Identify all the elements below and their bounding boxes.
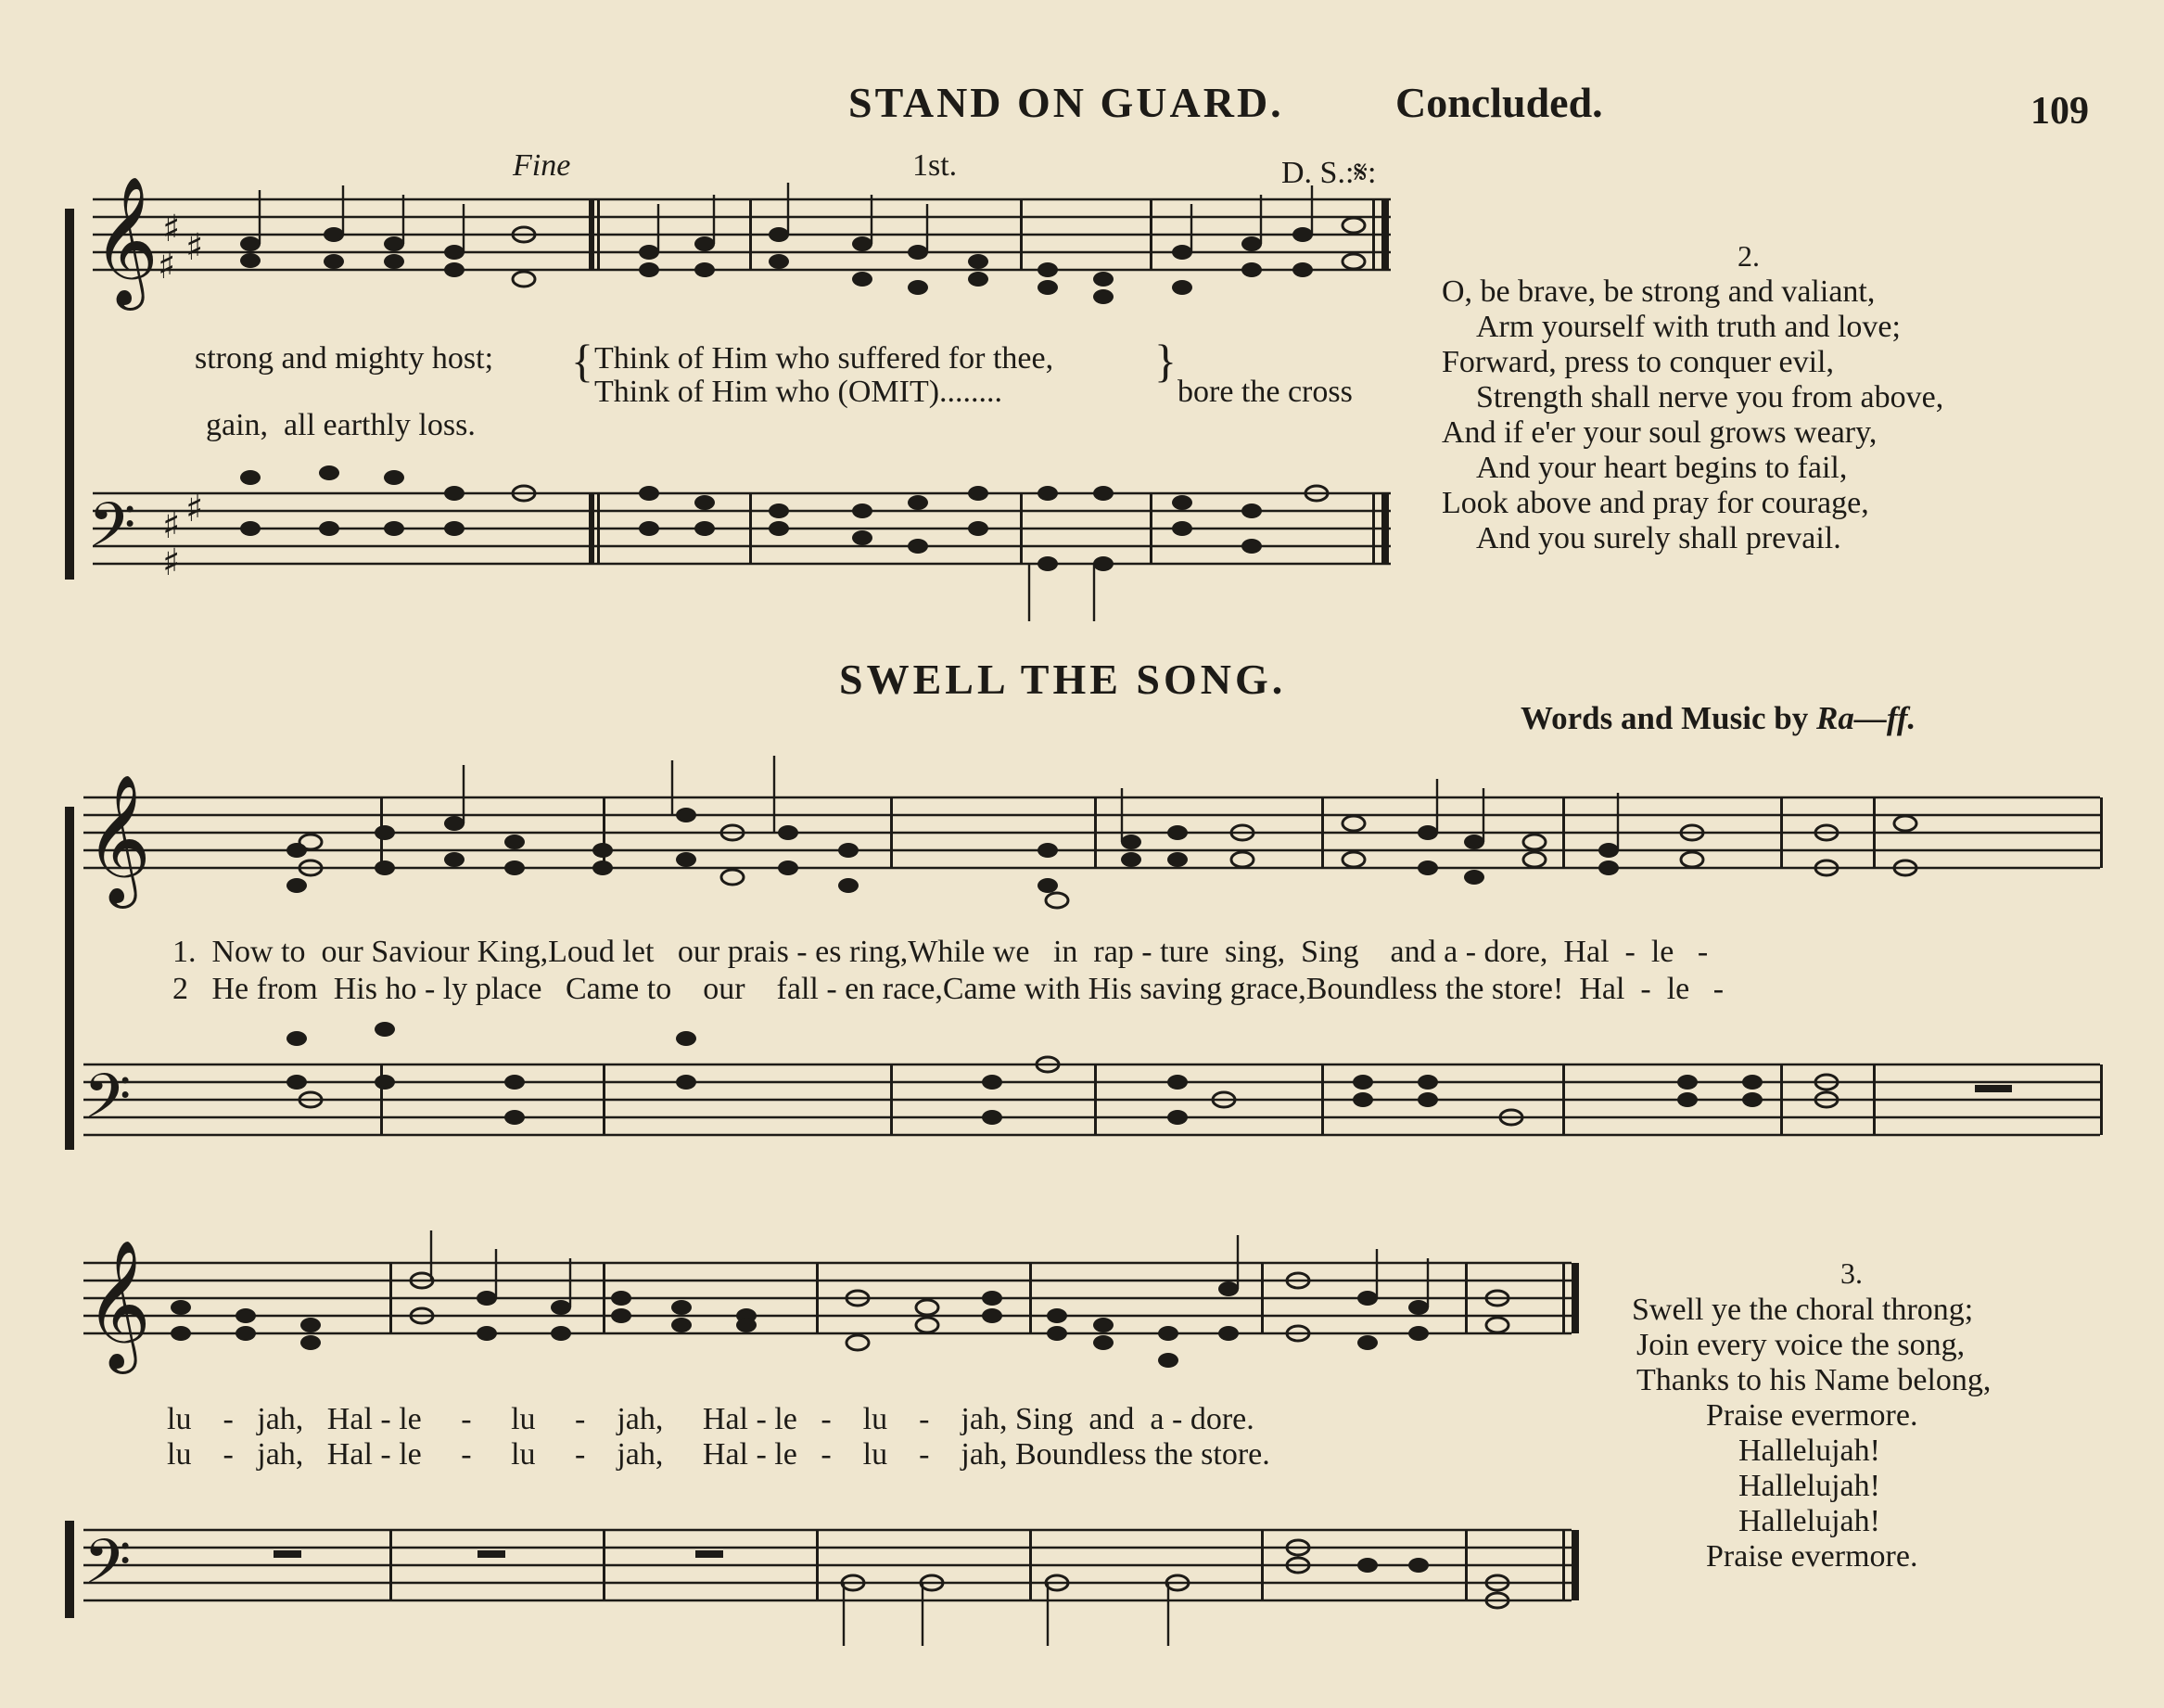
song-title: SWELL THE SONG. xyxy=(839,656,1287,703)
svg-text:♯: ♯ xyxy=(185,226,204,269)
verse2-line: And you surely shall prevail. xyxy=(1476,521,1841,555)
bass-staff-1 xyxy=(65,473,1400,621)
verse2-line: Arm yourself with truth and love; xyxy=(1476,310,1901,344)
verse2-number: 2. xyxy=(1738,239,1760,273)
verse2-line: O, be brave, be strong and valiant, xyxy=(1442,274,1876,309)
first-ending-mark: 1st. xyxy=(912,148,958,183)
verse2-line: And your heart begins to fail, xyxy=(1476,451,1848,485)
treble-staff-2 xyxy=(65,774,2105,918)
concluded-label: Concluded. xyxy=(1395,79,1603,126)
swell-lyric-row1-verse2: 2 He from His ho - ly place Came to our fall - en race,Came with His saving grace,Boundless the store! Hal - le - xyxy=(172,972,1725,1006)
lyric-earthly-loss: gain, all earthly loss. xyxy=(206,408,476,442)
brace-left: { xyxy=(571,335,593,387)
svg-text:♯: ♯ xyxy=(158,245,176,287)
credit-author: Ra—ff. xyxy=(1815,700,1916,736)
svg-text:𝄞: 𝄞 xyxy=(85,1240,151,1369)
svg-text:♯: ♯ xyxy=(162,542,181,584)
bass-staff-2 xyxy=(65,1029,2105,1178)
svg-text:𝄞: 𝄞 xyxy=(85,774,151,903)
page-number: 109 xyxy=(2030,90,2089,133)
verse2-line: And if e'er your soul grows weary, xyxy=(1442,415,1878,450)
svg-text:𝄢: 𝄢 xyxy=(83,1526,132,1612)
brace-right: } xyxy=(1154,335,1177,387)
svg-text:𝄢: 𝄢 xyxy=(88,490,136,576)
verse3-line: Thanks to his Name belong, xyxy=(1636,1363,1992,1397)
lyric-think-1: Think of Him who suffered for thee, xyxy=(594,341,1054,376)
verse3-line: Join every voice the song, xyxy=(1636,1328,1966,1362)
svg-text:♯: ♯ xyxy=(185,488,204,530)
treble-staff-1 xyxy=(65,176,1400,320)
bass-staff-3 xyxy=(65,1493,1595,1660)
fine-mark: Fine xyxy=(513,148,571,183)
svg-text:♯: ♯ xyxy=(162,504,181,547)
swell-lyric-row1-verse1: 1. Now to our Saviour King,Loud let our prais - es ring,While we in rap - ture sing, Sing and a - dore, Hal - le - xyxy=(172,935,1709,969)
piece-title: STAND ON GUARD. xyxy=(848,79,1284,126)
verse3-line: Hallelujah! xyxy=(1738,1504,1880,1538)
verse2-line: Strength shall nerve you from above, xyxy=(1476,380,1944,414)
verse3-line: Hallelujah! xyxy=(1738,1469,1880,1503)
swell-lyric-row2-verse1: lu - jah, Hal - le - lu - jah, Hal - le - lu - jah, Sing and a - dore. xyxy=(167,1402,1254,1436)
lyric-bore-cross: bore the cross xyxy=(1177,375,1353,409)
verse3-line: Praise evermore. xyxy=(1706,1398,1918,1433)
verse2-line: Look above and pray for courage, xyxy=(1442,486,1869,520)
svg-text:𝄞: 𝄞 xyxy=(93,176,159,305)
credit-line xyxy=(1521,700,1916,737)
svg-text:♯: ♯ xyxy=(162,208,181,250)
swell-lyric-row2-verse2: lu - jah, Hal - le - lu - jah, Hal - le - lu - jah, Boundless the store. xyxy=(167,1437,1270,1472)
lyric-think-2: Think of Him who (OMIT)........ xyxy=(594,375,1003,409)
verse3-line: Hallelujah! xyxy=(1738,1434,1880,1468)
treble-staff-3 xyxy=(65,1240,1595,1383)
verse3-line: Praise evermore. xyxy=(1706,1539,1918,1574)
verse2-line: Forward, press to conquer evil, xyxy=(1442,345,1835,379)
lyric-strong-host: strong and mighty host; xyxy=(195,341,494,376)
svg-text:𝄢: 𝄢 xyxy=(83,1061,132,1147)
verse3-line: Swell ye the choral throng; xyxy=(1632,1293,1974,1327)
dal-segno-mark: D. S.:𝄋: xyxy=(1281,156,1377,190)
verse3-number: 3. xyxy=(1840,1256,1863,1290)
credit-prefix: Words and Music by xyxy=(1521,700,1809,736)
